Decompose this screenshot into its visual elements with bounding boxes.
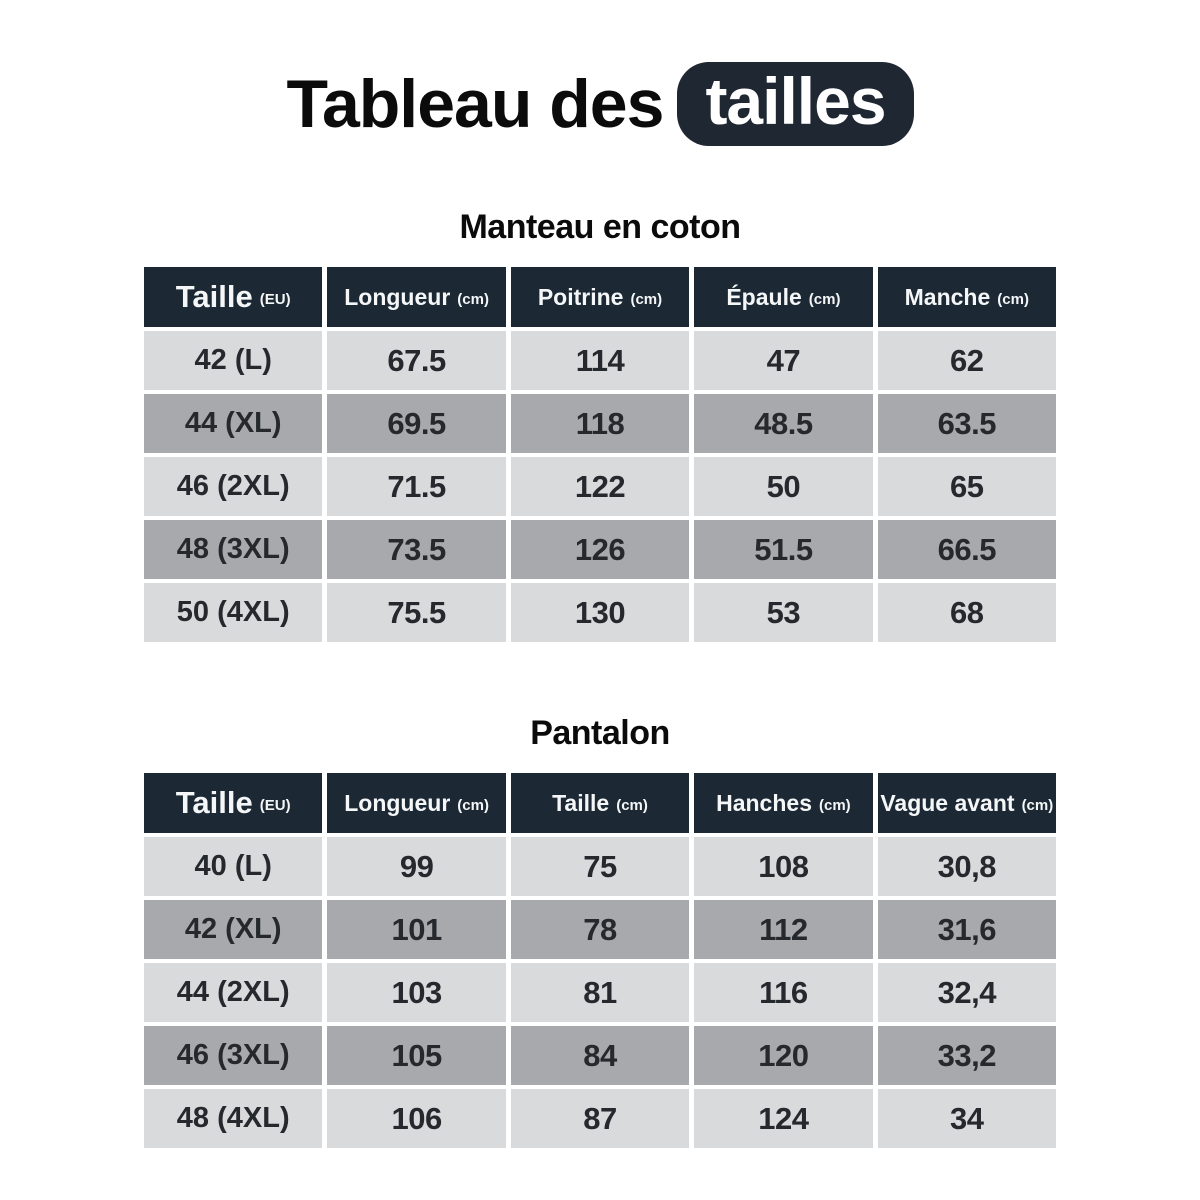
column-label: Taille	[552, 789, 610, 816]
column-unit: (cm)	[457, 290, 489, 308]
value-cell: 106	[327, 1089, 505, 1148]
page-title	[0, 62, 1200, 146]
value-cell: 31,6	[878, 900, 1056, 959]
value-cell: 67.5	[327, 331, 505, 390]
value-cell: 68	[878, 583, 1056, 642]
value-cell: 101	[327, 900, 505, 959]
value-cell: 124	[694, 1089, 872, 1148]
column-unit: (EU)	[259, 290, 291, 308]
value-cell: 99	[327, 837, 505, 896]
column-label: Longueur	[344, 789, 451, 816]
size-cell: 44 (2XL)	[144, 963, 322, 1022]
size-table-manteau	[144, 267, 1056, 642]
value-cell: 50	[694, 457, 872, 516]
value-cell: 48.5	[694, 394, 872, 453]
value-cell: 112	[694, 900, 872, 959]
value-cell: 30,8	[878, 837, 1056, 896]
size-cell: 46 (3XL)	[144, 1026, 322, 1085]
size-cell: 48 (4XL)	[144, 1089, 322, 1148]
column-header	[694, 773, 872, 833]
value-cell: 103	[327, 963, 505, 1022]
value-cell: 66.5	[878, 520, 1056, 579]
column-label: Taille	[175, 785, 253, 820]
column-label: Poitrine	[537, 283, 624, 310]
section-title-pantalon: Pantalon	[530, 714, 670, 752]
column-header	[878, 773, 1056, 833]
size-cell: 46 (2XL)	[144, 457, 322, 516]
column-unit: (cm)	[997, 290, 1029, 308]
column-header	[144, 267, 322, 327]
value-cell: 120	[694, 1026, 872, 1085]
column-header	[327, 773, 505, 833]
column-unit: (cm)	[818, 796, 851, 814]
value-cell: 73.5	[327, 520, 505, 579]
column-header	[327, 267, 505, 327]
value-cell: 34	[878, 1089, 1056, 1148]
value-cell: 78	[511, 900, 689, 959]
value-cell: 118	[511, 394, 689, 453]
value-cell: 114	[511, 331, 689, 390]
value-cell: 87	[511, 1089, 689, 1148]
value-cell: 65	[878, 457, 1056, 516]
section-manteau	[144, 208, 1056, 642]
column-label: Épaule	[726, 283, 802, 310]
value-cell: 75	[511, 837, 689, 896]
size-cell: 44 (XL)	[144, 394, 322, 453]
value-cell: 63.5	[878, 394, 1056, 453]
value-cell: 84	[511, 1026, 689, 1085]
value-cell: 62	[878, 331, 1056, 390]
column-header	[694, 267, 872, 327]
column-label: Vague avant	[880, 789, 1015, 816]
page-title-text: Tableau des	[286, 66, 664, 142]
column-label: Manche	[904, 283, 991, 310]
value-cell: 32,4	[878, 963, 1056, 1022]
section-title-manteau: Manteau en coton	[459, 208, 741, 246]
column-label: Longueur	[344, 283, 451, 310]
size-cell: 42 (L)	[144, 331, 322, 390]
size-cell: 42 (XL)	[144, 900, 322, 959]
size-cell: 50 (4XL)	[144, 583, 322, 642]
value-cell: 126	[511, 520, 689, 579]
value-cell: 108	[694, 837, 872, 896]
value-cell: 69.5	[327, 394, 505, 453]
value-cell: 47	[694, 331, 872, 390]
column-unit: (cm)	[457, 796, 489, 814]
column-header	[511, 267, 689, 327]
column-unit: (cm)	[616, 796, 648, 814]
value-cell: 130	[511, 583, 689, 642]
value-cell: 51.5	[694, 520, 872, 579]
value-cell: 53	[694, 583, 872, 642]
column-header	[511, 773, 689, 833]
value-cell: 81	[511, 963, 689, 1022]
page-title-pill: tailles	[677, 62, 913, 146]
value-cell: 71.5	[327, 457, 505, 516]
value-cell: 33,2	[878, 1026, 1056, 1085]
column-unit: (cm)	[1021, 796, 1054, 814]
column-header	[878, 267, 1056, 327]
column-unit: (cm)	[630, 290, 663, 308]
size-table-pantalon	[144, 773, 1056, 1148]
column-unit: (EU)	[259, 796, 291, 814]
value-cell: 122	[511, 457, 689, 516]
value-cell: 116	[694, 963, 872, 1022]
column-header	[144, 773, 322, 833]
size-cell: 48 (3XL)	[144, 520, 322, 579]
column-label: Hanches	[716, 789, 812, 816]
size-cell: 40 (L)	[144, 837, 322, 896]
column-unit: (cm)	[808, 290, 841, 308]
section-pantalon	[144, 714, 1056, 1148]
value-cell: 105	[327, 1026, 505, 1085]
column-label: Taille	[175, 279, 253, 314]
value-cell: 75.5	[327, 583, 505, 642]
